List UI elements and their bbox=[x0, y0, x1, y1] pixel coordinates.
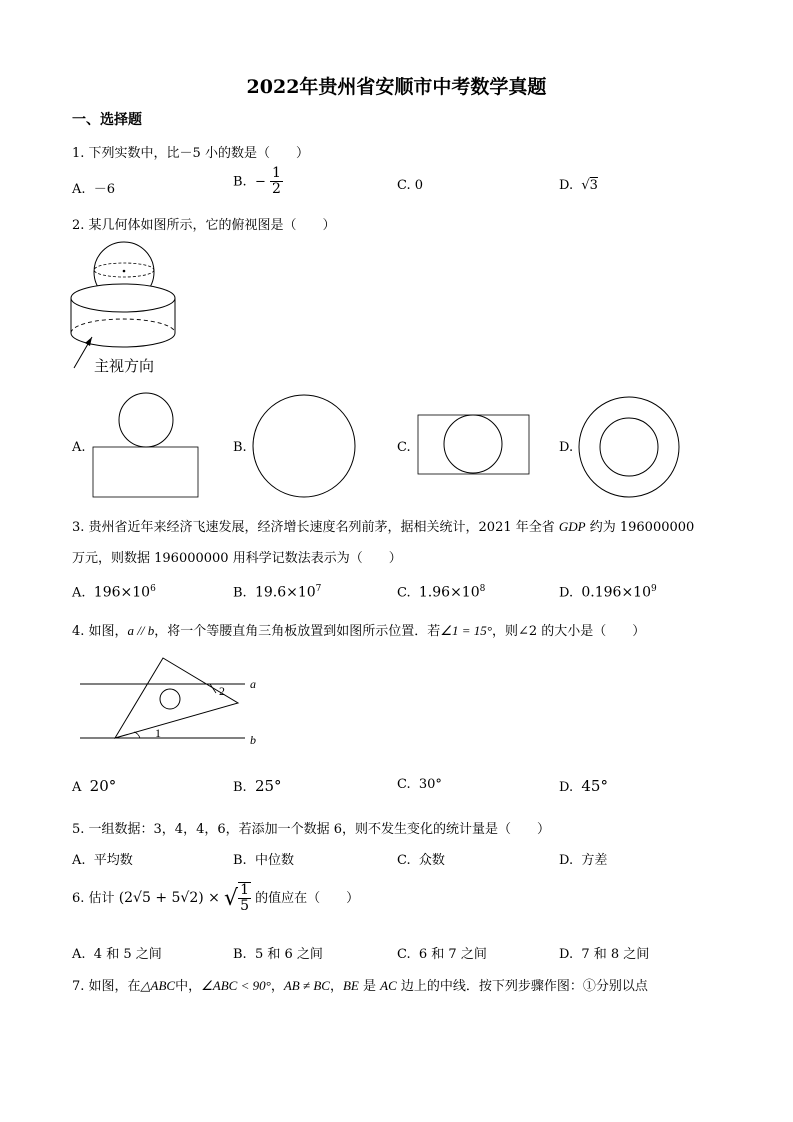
option-label: A. bbox=[72, 853, 86, 868]
denominator: 2 bbox=[272, 181, 281, 198]
option-value: 1.96×10 bbox=[418, 584, 480, 601]
exponent: 7 bbox=[315, 584, 322, 594]
cylinder-top bbox=[71, 284, 175, 312]
fraction bbox=[270, 166, 283, 198]
option-value: 众数 bbox=[418, 853, 445, 868]
rectangle bbox=[418, 415, 529, 474]
question-2-stem: 2. 某几何体如图所示，它的俯视图是（ ） bbox=[72, 218, 336, 233]
q2-option-b-label[interactable]: B. bbox=[233, 440, 247, 455]
view-direction-caption: 主视方向 bbox=[94, 357, 155, 375]
triangle bbox=[115, 658, 238, 738]
angle-2-arc bbox=[210, 684, 216, 693]
top-circle bbox=[119, 393, 173, 447]
q4-option-b[interactable] bbox=[233, 777, 282, 795]
parallel-condition: a // b bbox=[127, 623, 155, 638]
option-value: 19.6×10 bbox=[254, 584, 316, 601]
sqrt-icon: √ bbox=[224, 885, 239, 911]
angle-condition: ∠ABC < 90° bbox=[201, 978, 271, 993]
minus-sign: − bbox=[254, 174, 266, 190]
option-label: B. bbox=[233, 174, 247, 190]
section-heading: 一、选择题 bbox=[72, 112, 142, 128]
parallel-lines-triangle-figure bbox=[80, 655, 270, 750]
q1-option-b[interactable] bbox=[233, 166, 283, 198]
q1-option-d[interactable] bbox=[559, 178, 598, 193]
option-value: 20° bbox=[89, 777, 117, 795]
q2-option-d-label[interactable]: D. bbox=[559, 440, 574, 455]
sqrt-icon: √ bbox=[581, 178, 590, 193]
separator: ， bbox=[329, 979, 343, 994]
option-label: D. bbox=[559, 178, 574, 193]
option-value: 25° bbox=[254, 777, 282, 795]
q1-option-a[interactable] bbox=[72, 178, 115, 197]
radicand: 3 bbox=[589, 178, 598, 193]
question-3-stem-line2: 万元，则数据 196000000 用科学记数法表示为（ ） bbox=[72, 551, 402, 566]
q2-option-a-figure[interactable] bbox=[92, 392, 202, 500]
option-value: 中位数 bbox=[254, 853, 294, 868]
label-b: b bbox=[250, 733, 256, 747]
exponent: 6 bbox=[150, 584, 156, 594]
option-label: C. bbox=[397, 178, 411, 193]
option-value: 45° bbox=[581, 777, 608, 795]
question-7-stem bbox=[72, 975, 648, 994]
question-4-stem bbox=[72, 620, 645, 639]
option-value: 0.196×10 bbox=[581, 584, 651, 601]
q6-option-a[interactable] bbox=[72, 943, 162, 962]
separator: ， bbox=[270, 979, 284, 994]
option-label: C. bbox=[397, 777, 411, 792]
gdp-term: GDP bbox=[558, 519, 586, 534]
side-condition: AB ≠ BC bbox=[283, 978, 330, 993]
triangle-hole bbox=[160, 689, 180, 709]
rectangle bbox=[93, 447, 198, 497]
stem-text: 4. 如图， bbox=[72, 624, 128, 639]
question-3-stem-line1 bbox=[72, 516, 694, 535]
q2-option-c-label[interactable]: C. bbox=[397, 440, 411, 455]
label-2: 2 bbox=[219, 684, 225, 698]
option-value: 30° bbox=[418, 777, 442, 792]
stem-text: 中， bbox=[175, 979, 202, 994]
question-6-stem bbox=[72, 882, 359, 915]
option-value: 7 和 8 之间 bbox=[581, 947, 650, 962]
stem-text: 7. 如图，在 bbox=[72, 979, 141, 994]
angle-condition: ∠1 = 15° bbox=[440, 623, 492, 638]
exponent: 8 bbox=[479, 584, 486, 594]
q1-option-c[interactable] bbox=[397, 178, 423, 193]
q3-option-b[interactable] bbox=[233, 584, 321, 600]
triangle-name: △ABC bbox=[140, 978, 176, 993]
q5-option-b[interactable] bbox=[233, 849, 294, 868]
circle bbox=[444, 415, 502, 473]
option-value: 0 bbox=[414, 178, 424, 193]
option-value: 平均数 bbox=[93, 853, 133, 868]
q2-option-b-figure[interactable] bbox=[252, 394, 358, 500]
denominator: 5 bbox=[240, 898, 249, 915]
option-label: A. bbox=[72, 182, 86, 197]
segment-be: BE bbox=[342, 978, 359, 993]
q6-option-d[interactable] bbox=[559, 943, 649, 962]
option-label: C. bbox=[397, 585, 411, 601]
q5-option-c[interactable] bbox=[397, 849, 445, 868]
circle bbox=[253, 395, 355, 497]
option-label: C. bbox=[397, 947, 411, 962]
cylinder-bottom-back bbox=[71, 319, 175, 333]
option-label: A bbox=[72, 780, 82, 795]
option-label: B. bbox=[233, 947, 247, 962]
q6-option-c[interactable] bbox=[397, 943, 487, 962]
q2-option-d-figure[interactable] bbox=[578, 396, 682, 500]
q5-option-d[interactable] bbox=[559, 849, 607, 868]
option-label: D. bbox=[559, 853, 574, 868]
option-label: B. bbox=[233, 853, 247, 868]
arrow-head-icon bbox=[85, 337, 92, 346]
option-label: D. bbox=[559, 780, 574, 795]
stem-text: ，将一个等腰直角三角板放置到如图所示位置．若 bbox=[154, 624, 441, 639]
numerator: 1 bbox=[240, 882, 249, 898]
q4-option-a[interactable] bbox=[72, 777, 116, 795]
question-5-stem: 5. 一组数据：3，4，4，6，若添加一个数据 6，则不发生变化的统计量是（ ） bbox=[72, 822, 551, 837]
stem-text: 6. 估计 bbox=[72, 890, 115, 906]
option-label: C. bbox=[397, 853, 411, 868]
inner-circle bbox=[600, 418, 658, 476]
exponent: 9 bbox=[650, 584, 657, 594]
stem-text: ，则∠2 的大小是（ ） bbox=[491, 624, 646, 639]
q3-option-d[interactable] bbox=[559, 584, 657, 600]
q4-option-c[interactable] bbox=[397, 777, 442, 792]
option-value: 196×10 bbox=[93, 584, 151, 601]
page-title: 2022年贵州省安顺市中考数学真题 bbox=[246, 76, 547, 98]
option-label: A. bbox=[72, 585, 86, 601]
q2-option-c-figure[interactable] bbox=[417, 414, 531, 476]
outer-circle bbox=[579, 397, 679, 497]
option-label: B. bbox=[233, 585, 247, 601]
angle-1-arc bbox=[134, 732, 140, 738]
q2-option-a-label[interactable]: A. bbox=[72, 440, 86, 455]
q4-option-d[interactable] bbox=[559, 777, 608, 795]
question-1-stem: 1. 下列实数中，比－5 小的数是（ ） bbox=[72, 146, 309, 161]
stem-text: 边上的中线．按下列步骤作图：①分别以点 bbox=[396, 979, 648, 994]
option-value: －6 bbox=[93, 182, 116, 197]
cylinder-bottom-front bbox=[71, 333, 175, 347]
option-value: 方差 bbox=[581, 853, 608, 868]
numerator: 1 bbox=[272, 165, 281, 181]
math-expression: (2√5 + 5√2) × bbox=[118, 889, 220, 906]
stem-text: 约为 196000000 bbox=[585, 520, 695, 535]
fraction bbox=[238, 882, 251, 915]
stem-text: 是 bbox=[358, 979, 381, 994]
option-value: 6 和 7 之间 bbox=[418, 947, 487, 962]
stem-text: 的值应在（ ） bbox=[255, 890, 360, 906]
stem-text: 3. 贵州省近年来经济飞速发展，经济增长速度名列前茅，据相关统计，2021 年全省 bbox=[72, 520, 559, 535]
sphere-center-dot bbox=[123, 270, 126, 273]
option-value: 4 和 5 之间 bbox=[93, 947, 162, 962]
label-1: 1 bbox=[155, 726, 161, 740]
q3-option-c[interactable] bbox=[397, 584, 485, 600]
option-label: A. bbox=[72, 947, 86, 962]
q3-option-a[interactable] bbox=[72, 584, 156, 600]
q5-option-a[interactable] bbox=[72, 849, 133, 868]
option-label: B. bbox=[233, 780, 247, 795]
option-value: 5 和 6 之间 bbox=[254, 947, 323, 962]
option-label: D. bbox=[559, 947, 574, 962]
q6-option-b[interactable] bbox=[233, 943, 323, 962]
label-a: a bbox=[250, 677, 256, 691]
segment-ac: AC bbox=[380, 978, 397, 993]
option-label: D. bbox=[559, 585, 574, 601]
